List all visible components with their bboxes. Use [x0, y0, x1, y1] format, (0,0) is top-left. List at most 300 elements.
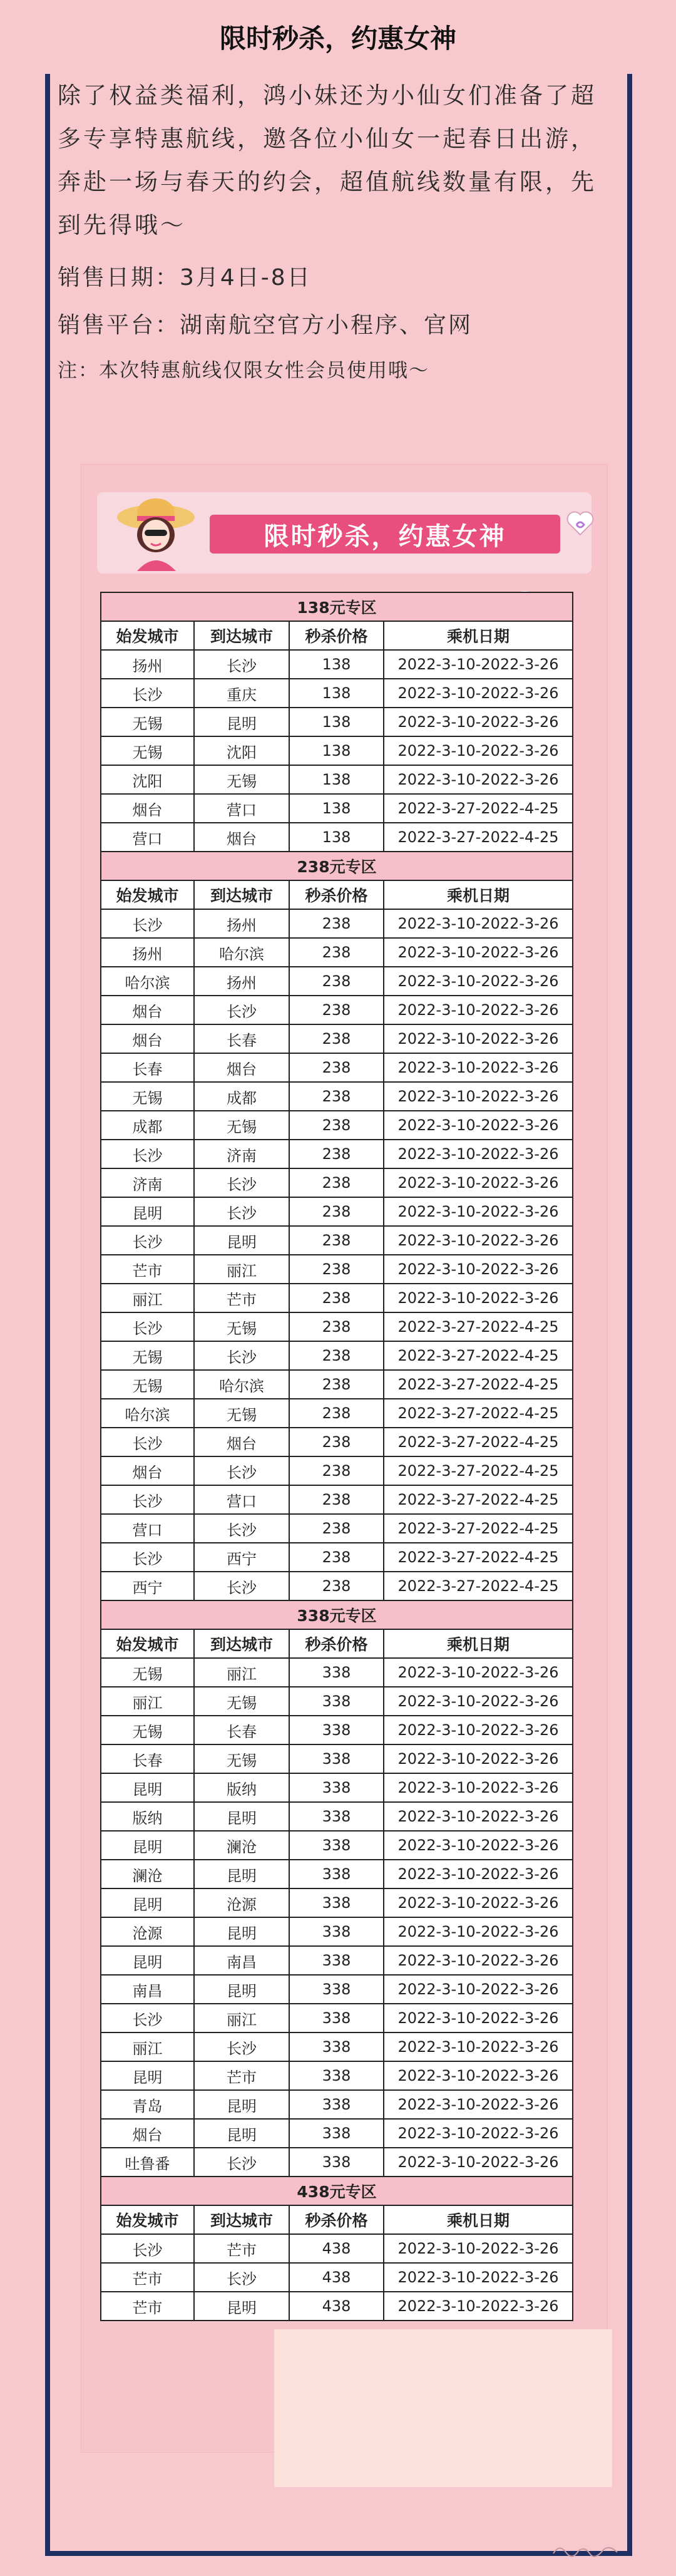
- origin-city-cell: 长春: [101, 1053, 194, 1082]
- flash-price-cell: 238: [289, 967, 384, 996]
- table-row: [101, 2004, 573, 2032]
- travel-date-cell: 2022-3-10-2022-3-26: [384, 1687, 573, 1716]
- flash-price-cell: 238: [289, 1197, 384, 1226]
- origin-city-cell: 芒市: [101, 2263, 194, 2292]
- table-row: [101, 1773, 573, 1802]
- flash-price-cell: 238: [289, 1255, 384, 1284]
- heart-icon: [565, 508, 595, 538]
- flash-price-cell: 238: [289, 1024, 384, 1053]
- flash-price-cell: 138: [289, 765, 384, 794]
- table-row: [101, 1312, 573, 1341]
- table-row: [101, 967, 573, 996]
- destination-city-cell: 长沙: [194, 2148, 289, 2177]
- flash-price-cell: 238: [289, 1140, 384, 1168]
- table-row: [101, 909, 573, 938]
- travel-date-cell: 2022-3-10-2022-3-26: [384, 1255, 573, 1284]
- table-row: [101, 1197, 573, 1226]
- travel-date-cell: 2022-3-27-2022-4-25: [384, 1456, 573, 1485]
- origin-city-cell: 烟台: [101, 2119, 194, 2148]
- flash-price-cell: 138: [289, 650, 384, 679]
- column-header: 乘机日期: [384, 880, 573, 909]
- flash-price-cell: 138: [289, 794, 384, 823]
- table-row: [101, 1658, 573, 1687]
- member-note: 注：本次特惠航线仅限女性会员使用哦～: [58, 359, 429, 382]
- origin-city-cell: 昆明: [101, 2061, 194, 2090]
- flash-price-cell: 238: [289, 1111, 384, 1140]
- table-row: [101, 823, 573, 852]
- destination-city-cell: 芒市: [194, 2061, 289, 2090]
- origin-city-cell: 吐鲁番: [101, 2148, 194, 2177]
- destination-city-cell: 昆明: [194, 2119, 289, 2148]
- flash-price-cell: 438: [289, 2263, 384, 2292]
- table-row: [101, 2263, 573, 2292]
- origin-city-cell: 烟台: [101, 1024, 194, 1053]
- travel-date-cell: 2022-3-10-2022-3-26: [384, 1888, 573, 1917]
- column-header: 秒杀价格: [289, 880, 384, 909]
- destination-city-cell: 无锡: [194, 1687, 289, 1716]
- travel-date-cell: 2022-3-10-2022-3-26: [384, 1860, 573, 1888]
- origin-city-cell: 沈阳: [101, 765, 194, 794]
- table-row: [101, 2090, 573, 2119]
- destination-city-cell: 沧源: [194, 1888, 289, 1917]
- origin-city-cell: 青岛: [101, 2090, 194, 2119]
- flash-price-cell: 338: [289, 1658, 384, 1687]
- table-row: [101, 2234, 573, 2263]
- destination-city-cell: 长春: [194, 1716, 289, 1744]
- travel-date-cell: 2022-3-10-2022-3-26: [384, 1111, 573, 1140]
- column-header: 始发城市: [101, 621, 194, 650]
- zone-title: 138元专区: [101, 592, 573, 621]
- destination-city-cell: 沈阳: [194, 736, 289, 765]
- travel-date-cell: 2022-3-10-2022-3-26: [384, 2148, 573, 2177]
- table-row: [101, 1428, 573, 1456]
- flash-price-cell: 238: [289, 1284, 384, 1312]
- woman-with-hat-icon: [115, 493, 198, 571]
- flash-price-cell: 238: [289, 1226, 384, 1255]
- origin-city-cell: 营口: [101, 823, 194, 852]
- origin-city-cell: 烟台: [101, 1456, 194, 1485]
- sale-date: 销售日期：3月4日-8日: [58, 265, 312, 291]
- table-row: [101, 1514, 573, 1543]
- zone-header-row: [101, 852, 573, 880]
- destination-city-cell: 昆明: [194, 2292, 289, 2321]
- travel-date-cell: 2022-3-27-2022-4-25: [384, 823, 573, 852]
- table-row: [101, 1917, 573, 1946]
- origin-city-cell: 长沙: [101, 1226, 194, 1255]
- travel-date-cell: 2022-3-10-2022-3-26: [384, 1658, 573, 1687]
- flash-price-cell: 138: [289, 679, 384, 708]
- origin-city-cell: 沧源: [101, 1917, 194, 1946]
- table-row: [101, 1024, 573, 1053]
- travel-date-cell: 2022-3-10-2022-3-26: [384, 708, 573, 736]
- flash-price-cell: 338: [289, 1716, 384, 1744]
- flash-price-cell: 338: [289, 2148, 384, 2177]
- travel-date-cell: 2022-3-10-2022-3-26: [384, 2090, 573, 2119]
- column-header: 乘机日期: [384, 1629, 573, 1658]
- origin-city-cell: 昆明: [101, 1888, 194, 1917]
- origin-city-cell: 无锡: [101, 1341, 194, 1370]
- table-row: [101, 1370, 573, 1399]
- table-row: [101, 1485, 573, 1514]
- destination-city-cell: 无锡: [194, 765, 289, 794]
- flash-price-cell: 338: [289, 1773, 384, 1802]
- table-row: [101, 650, 573, 679]
- origin-city-cell: 烟台: [101, 996, 194, 1024]
- origin-city-cell: 长沙: [101, 1428, 194, 1456]
- flash-price-cell: 238: [289, 1514, 384, 1543]
- sale-platform: 销售平台：湖南航空官方小程序、官网: [58, 312, 473, 338]
- table-row: [101, 1687, 573, 1716]
- flash-price-cell: 338: [289, 2061, 384, 2090]
- destination-city-cell: 长沙: [194, 2263, 289, 2292]
- origin-city-cell: 丽江: [101, 1687, 194, 1716]
- flash-price-cell: 238: [289, 1312, 384, 1341]
- destination-city-cell: 昆明: [194, 1917, 289, 1946]
- destination-city-cell: 长沙: [194, 1514, 289, 1543]
- destination-city-cell: 无锡: [194, 1744, 289, 1773]
- table-row: [101, 736, 573, 765]
- origin-city-cell: 成都: [101, 1111, 194, 1140]
- table-row: [101, 1975, 573, 2004]
- column-header: 到达城市: [194, 2205, 289, 2234]
- flash-price-cell: 238: [289, 909, 384, 938]
- origin-city-cell: 芒市: [101, 1255, 194, 1284]
- travel-date-cell: 2022-3-10-2022-3-26: [384, 2061, 573, 2090]
- travel-date-cell: 2022-3-10-2022-3-26: [384, 1140, 573, 1168]
- column-header-row: [101, 1629, 573, 1658]
- table-row: [101, 2032, 573, 2061]
- travel-date-cell: 2022-3-27-2022-4-25: [384, 1428, 573, 1456]
- travel-date-cell: 2022-3-10-2022-3-26: [384, 909, 573, 938]
- origin-city-cell: 营口: [101, 1514, 194, 1543]
- flash-price-cell: 238: [289, 1053, 384, 1082]
- watermark-signature: [551, 2541, 620, 2558]
- destination-city-cell: 济南: [194, 1140, 289, 1168]
- destination-city-cell: 芒市: [194, 1284, 289, 1312]
- flash-price-cell: 138: [289, 823, 384, 852]
- origin-city-cell: 无锡: [101, 1658, 194, 1687]
- travel-date-cell: 2022-3-10-2022-3-26: [384, 1168, 573, 1197]
- table-row: [101, 1744, 573, 1773]
- column-header: 秒杀价格: [289, 621, 384, 650]
- decorative-block: [274, 2329, 612, 2487]
- column-header: 乘机日期: [384, 621, 573, 650]
- travel-date-cell: 2022-3-10-2022-3-26: [384, 650, 573, 679]
- flash-price-cell: 338: [289, 1946, 384, 1975]
- origin-city-cell: 长沙: [101, 1140, 194, 1168]
- origin-city-cell: 长沙: [101, 1543, 194, 1572]
- travel-date-cell: 2022-3-27-2022-4-25: [384, 1341, 573, 1370]
- destination-city-cell: 昆明: [194, 1860, 289, 1888]
- travel-date-cell: 2022-3-10-2022-3-26: [384, 1226, 573, 1255]
- destination-city-cell: 丽江: [194, 1255, 289, 1284]
- flash-price-cell: 338: [289, 1802, 384, 1831]
- flash-price-cell: 238: [289, 938, 384, 967]
- travel-date-cell: 2022-3-27-2022-4-25: [384, 1543, 573, 1572]
- origin-city-cell: 昆明: [101, 1831, 194, 1860]
- travel-date-cell: 2022-3-10-2022-3-26: [384, 1197, 573, 1226]
- origin-city-cell: 无锡: [101, 736, 194, 765]
- flash-price-cell: 338: [289, 2090, 384, 2119]
- zone-title: 438元专区: [101, 2177, 573, 2205]
- destination-city-cell: 哈尔滨: [194, 938, 289, 967]
- origin-city-cell: 昆明: [101, 1946, 194, 1975]
- travel-date-cell: 2022-3-10-2022-3-26: [384, 1975, 573, 2004]
- travel-date-cell: 2022-3-10-2022-3-26: [384, 967, 573, 996]
- table-row: [101, 996, 573, 1024]
- travel-date-cell: 2022-3-10-2022-3-26: [384, 1053, 573, 1082]
- travel-date-cell: 2022-3-10-2022-3-26: [384, 736, 573, 765]
- column-header: 秒杀价格: [289, 1629, 384, 1658]
- table-row: [101, 1888, 573, 1917]
- origin-city-cell: 西宁: [101, 1572, 194, 1600]
- table-row: [101, 1543, 573, 1572]
- destination-city-cell: 昆明: [194, 708, 289, 736]
- flash-price-cell: 338: [289, 1744, 384, 1773]
- table-row: [101, 1831, 573, 1860]
- travel-date-cell: 2022-3-10-2022-3-26: [384, 996, 573, 1024]
- flash-price-cell: 338: [289, 1888, 384, 1917]
- table-row: [101, 1140, 573, 1168]
- destination-city-cell: 营口: [194, 794, 289, 823]
- column-header: 始发城市: [101, 1629, 194, 1658]
- table-row: [101, 1053, 573, 1082]
- origin-city-cell: 长沙: [101, 2234, 194, 2263]
- flash-price-cell: 338: [289, 1687, 384, 1716]
- table-row: [101, 2119, 573, 2148]
- destination-city-cell: 昆明: [194, 1975, 289, 2004]
- origin-city-cell: 无锡: [101, 1082, 194, 1111]
- zone-header-row: [101, 592, 573, 621]
- origin-city-cell: 昆明: [101, 1773, 194, 1802]
- origin-city-cell: 版纳: [101, 1802, 194, 1831]
- column-header: 到达城市: [194, 621, 289, 650]
- column-header: 到达城市: [194, 1629, 289, 1658]
- destination-city-cell: 长沙: [194, 1341, 289, 1370]
- table-row: [101, 1111, 573, 1140]
- origin-city-cell: 哈尔滨: [101, 1399, 194, 1428]
- column-header: 到达城市: [194, 880, 289, 909]
- travel-date-cell: 2022-3-27-2022-4-25: [384, 1370, 573, 1399]
- flash-price-cell: 238: [289, 1082, 384, 1111]
- page-title: 限时秒杀，约惠女神: [0, 0, 676, 74]
- travel-date-cell: 2022-3-10-2022-3-26: [384, 1744, 573, 1773]
- origin-city-cell: 长沙: [101, 679, 194, 708]
- flash-price-cell: 338: [289, 1917, 384, 1946]
- table-row: [101, 1226, 573, 1255]
- table-row: [101, 1168, 573, 1197]
- column-header: 始发城市: [101, 880, 194, 909]
- destination-city-cell: 长沙: [194, 996, 289, 1024]
- flash-price-cell: 338: [289, 2032, 384, 2061]
- table-row: [101, 1572, 573, 1600]
- origin-city-cell: 无锡: [101, 1716, 194, 1744]
- travel-date-cell: 2022-3-10-2022-3-26: [384, 2032, 573, 2061]
- travel-date-cell: 2022-3-10-2022-3-26: [384, 1284, 573, 1312]
- destination-city-cell: 烟台: [194, 1053, 289, 1082]
- travel-date-cell: 2022-3-10-2022-3-26: [384, 2292, 573, 2321]
- destination-city-cell: 长沙: [194, 2032, 289, 2061]
- intro-section: [58, 74, 621, 384]
- travel-date-cell: 2022-3-10-2022-3-26: [384, 1831, 573, 1860]
- destination-city-cell: 重庆: [194, 679, 289, 708]
- destination-city-cell: 烟台: [194, 823, 289, 852]
- zone-header-row: [101, 1600, 573, 1629]
- promo-banner: [97, 492, 592, 574]
- travel-date-cell: 2022-3-27-2022-4-25: [384, 1399, 573, 1428]
- travel-date-cell: 2022-3-10-2022-3-26: [384, 1024, 573, 1053]
- travel-date-cell: 2022-3-10-2022-3-26: [384, 1716, 573, 1744]
- travel-date-cell: 2022-3-10-2022-3-26: [384, 1946, 573, 1975]
- destination-city-cell: 烟台: [194, 1428, 289, 1456]
- banner-title: 限时秒杀，约惠女神: [210, 515, 560, 554]
- destination-city-cell: 芒市: [194, 2234, 289, 2263]
- column-header-row: [101, 621, 573, 650]
- destination-city-cell: 哈尔滨: [194, 1370, 289, 1399]
- origin-city-cell: 扬州: [101, 650, 194, 679]
- flash-price-cell: 238: [289, 996, 384, 1024]
- table-row: [101, 1802, 573, 1831]
- destination-city-cell: 营口: [194, 1485, 289, 1514]
- origin-city-cell: 扬州: [101, 938, 194, 967]
- origin-city-cell: 澜沧: [101, 1860, 194, 1888]
- destination-city-cell: 长沙: [194, 650, 289, 679]
- destination-city-cell: 长沙: [194, 1168, 289, 1197]
- flash-price-cell: 338: [289, 1860, 384, 1888]
- travel-date-cell: 2022-3-10-2022-3-26: [384, 1802, 573, 1831]
- flash-price-cell: 238: [289, 1572, 384, 1600]
- origin-city-cell: 济南: [101, 1168, 194, 1197]
- origin-city-cell: 长沙: [101, 2004, 194, 2032]
- flash-price-cell: 238: [289, 1485, 384, 1514]
- origin-city-cell: 南昌: [101, 1975, 194, 2004]
- column-header: 乘机日期: [384, 2205, 573, 2234]
- travel-date-cell: 2022-3-27-2022-4-25: [384, 794, 573, 823]
- travel-date-cell: 2022-3-27-2022-4-25: [384, 1572, 573, 1600]
- zone-header-row: [101, 2177, 573, 2205]
- destination-city-cell: 丽江: [194, 1658, 289, 1687]
- origin-city-cell: 芒市: [101, 2292, 194, 2321]
- travel-date-cell: 2022-3-10-2022-3-26: [384, 1773, 573, 1802]
- table-row: [101, 1284, 573, 1312]
- travel-date-cell: 2022-3-10-2022-3-26: [384, 938, 573, 967]
- destination-city-cell: 无锡: [194, 1111, 289, 1140]
- travel-date-cell: 2022-3-10-2022-3-26: [384, 1082, 573, 1111]
- destination-city-cell: 西宁: [194, 1543, 289, 1572]
- travel-date-cell: 2022-3-10-2022-3-26: [384, 2119, 573, 2148]
- origin-city-cell: 昆明: [101, 1197, 194, 1226]
- flash-price-cell: 238: [289, 1456, 384, 1485]
- travel-date-cell: 2022-3-10-2022-3-26: [384, 765, 573, 794]
- table-row: [101, 1082, 573, 1111]
- table-row: [101, 1860, 573, 1888]
- destination-city-cell: 长沙: [194, 1456, 289, 1485]
- flash-price-cell: 238: [289, 1399, 384, 1428]
- origin-city-cell: 无锡: [101, 1370, 194, 1399]
- travel-date-cell: 2022-3-10-2022-3-26: [384, 2004, 573, 2032]
- travel-date-cell: 2022-3-10-2022-3-26: [384, 679, 573, 708]
- travel-date-cell: 2022-3-27-2022-4-25: [384, 1514, 573, 1543]
- travel-date-cell: 2022-3-10-2022-3-26: [384, 2263, 573, 2292]
- flash-price-cell: 338: [289, 2119, 384, 2148]
- destination-city-cell: 扬州: [194, 967, 289, 996]
- flash-price-cell: 138: [289, 708, 384, 736]
- flash-price-cell: 438: [289, 2234, 384, 2263]
- travel-date-cell: 2022-3-10-2022-3-26: [384, 2234, 573, 2263]
- zone-title: 238元专区: [101, 852, 573, 880]
- destination-city-cell: 扬州: [194, 909, 289, 938]
- origin-city-cell: 丽江: [101, 2032, 194, 2061]
- table-row: [101, 679, 573, 708]
- table-row: [101, 2148, 573, 2177]
- flash-price-cell: 238: [289, 1543, 384, 1572]
- destination-city-cell: 长沙: [194, 1197, 289, 1226]
- column-header: 秒杀价格: [289, 2205, 384, 2234]
- travel-date-cell: 2022-3-10-2022-3-26: [384, 1917, 573, 1946]
- table-row: [101, 1341, 573, 1370]
- destination-city-cell: 澜沧: [194, 1831, 289, 1860]
- table-row: [101, 794, 573, 823]
- origin-city-cell: 烟台: [101, 794, 194, 823]
- flash-price-cell: 238: [289, 1168, 384, 1197]
- flash-price-cell: 338: [289, 1975, 384, 2004]
- intro-paragraph: 除了权益类福利，鸿小妹还为小仙女们准备了超多专享特惠航线，邀各位小仙女一起春日出游，奔赴一场与春天的约会，超值航线数量有限，先到先得哦～: [58, 82, 597, 239]
- destination-city-cell: 版纳: [194, 1773, 289, 1802]
- origin-city-cell: 丽江: [101, 1284, 194, 1312]
- flash-price-cell: 238: [289, 1341, 384, 1370]
- destination-city-cell: 长沙: [194, 1572, 289, 1600]
- column-header-row: [101, 880, 573, 909]
- column-header: 始发城市: [101, 2205, 194, 2234]
- table-row: [101, 708, 573, 736]
- flash-price-cell: 338: [289, 1831, 384, 1860]
- destination-city-cell: 昆明: [194, 1226, 289, 1255]
- travel-date-cell: 2022-3-27-2022-4-25: [384, 1312, 573, 1341]
- table-row: [101, 2061, 573, 2090]
- destination-city-cell: 成都: [194, 1082, 289, 1111]
- table-row: [101, 765, 573, 794]
- flash-price-cell: 238: [289, 1428, 384, 1456]
- zone-title: 338元专区: [101, 1600, 573, 1629]
- table-row: [101, 1946, 573, 1975]
- flash-price-cell: 438: [289, 2292, 384, 2321]
- table-row: [101, 1456, 573, 1485]
- destination-city-cell: 无锡: [194, 1312, 289, 1341]
- watermark: [551, 2541, 620, 2562]
- destination-city-cell: 丽江: [194, 2004, 289, 2032]
- column-header-row: [101, 2205, 573, 2234]
- travel-date-cell: 2022-3-27-2022-4-25: [384, 1485, 573, 1514]
- fare-table: [100, 592, 573, 2321]
- destination-city-cell: 昆明: [194, 2090, 289, 2119]
- origin-city-cell: 哈尔滨: [101, 967, 194, 996]
- origin-city-cell: 长沙: [101, 1485, 194, 1514]
- table-row: [101, 938, 573, 967]
- table-row: [101, 2292, 573, 2321]
- destination-city-cell: 长春: [194, 1024, 289, 1053]
- destination-city-cell: 无锡: [194, 1399, 289, 1428]
- table-row: [101, 1716, 573, 1744]
- table-row: [101, 1255, 573, 1284]
- origin-city-cell: 长春: [101, 1744, 194, 1773]
- destination-city-cell: 昆明: [194, 1802, 289, 1831]
- flash-price-cell: 238: [289, 1370, 384, 1399]
- origin-city-cell: 长沙: [101, 909, 194, 938]
- origin-city-cell: 无锡: [101, 708, 194, 736]
- table-row: [101, 1399, 573, 1428]
- flash-price-cell: 138: [289, 736, 384, 765]
- origin-city-cell: 长沙: [101, 1312, 194, 1341]
